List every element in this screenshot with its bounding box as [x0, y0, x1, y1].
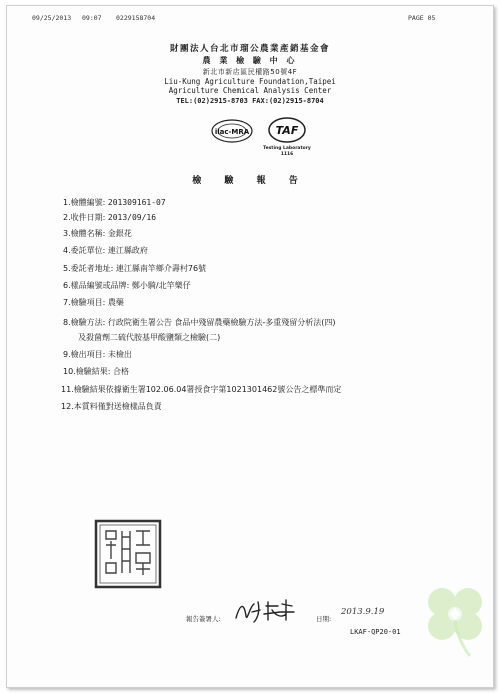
item-sample-brand — [63, 280, 191, 291]
item-label: 7.檢驗項目: — [63, 298, 106, 307]
date-label: 日期: — [316, 615, 332, 623]
fax-time: 09:07 — [82, 14, 102, 22]
item-sample-name — [63, 228, 132, 239]
item-test-method-cont — [78, 332, 220, 343]
official-seal-stamp — [94, 519, 162, 589]
taf-subtitle: Testing Laboratory — [263, 146, 311, 151]
item-label: 5.委託者地址: — [63, 264, 114, 273]
item-client — [63, 245, 148, 256]
item-label: 12.本質料僅對送檢樣品負責 — [61, 402, 162, 411]
taf-lab-number: 1116 — [280, 152, 294, 157]
signer-label: 報告簽署人: — [186, 615, 221, 623]
item-result — [63, 366, 129, 377]
item-detected — [63, 349, 132, 360]
signature-date: 2013.9.19 — [341, 607, 385, 617]
item-disclaimer — [61, 401, 162, 412]
item-label: 1.檢體編號: — [63, 198, 106, 207]
item-received-date — [63, 212, 156, 223]
item-label: 6.樣品編號或品牌: — [63, 281, 130, 290]
clover-watermark-icon — [420, 580, 490, 660]
taf-logo — [262, 116, 312, 158]
item-value: 連江縣政府 — [107, 246, 148, 255]
center-name: 農 業 檢 驗 中 心 — [202, 56, 298, 65]
tel-fax: TEL:(02)2915-8703 FAX:(02)2915-8704 — [176, 97, 324, 105]
item-label: 2.收件日期: — [63, 213, 106, 222]
item-label: 8.檢驗方法: — [63, 318, 106, 327]
handwritten-signature — [232, 596, 302, 626]
item-label: 9.檢出項目: — [63, 350, 106, 359]
item-test-method — [63, 317, 336, 328]
organization-name-en: Liu-Kung Agriculture Foundation,Taipei — [164, 77, 336, 86]
item-value: 行政院衛生署公告 食品中殘留農藥檢驗方法-多重殘留分析法(四) — [107, 318, 336, 327]
fax-page: PAGE 05 — [408, 14, 436, 22]
item-label: 11.檢驗結果依據衛生署102.06.04署授食字第1021301462號公告之標準而定 — [61, 385, 342, 394]
item-value: 未檢出 — [107, 350, 132, 359]
item-label: 3.檢體名稱: — [63, 229, 106, 238]
ilac-mra-logo — [210, 118, 254, 150]
center-name-en: Agriculture Chemical Analysis Center — [168, 86, 332, 95]
item-value: 及殺菌劑二硫代胺基甲酸鹽類之檢驗(二) — [78, 333, 221, 342]
item-value: 金銀花 — [107, 229, 132, 238]
item-test-item — [63, 297, 124, 308]
organization-address: 新北市新店區民權路50號4F — [202, 68, 298, 76]
fax-date: 09/25/2013 — [32, 14, 72, 22]
organization-name: 財團法人台北市瑠公農業產銷基金會 — [169, 44, 330, 54]
item-value: 合格 — [112, 367, 129, 376]
item-value: 鄭小騎/北竿樂仔 — [131, 281, 191, 290]
item-client-address — [63, 263, 206, 274]
ilac-logo-text: ilac-MRA — [214, 128, 250, 136]
item-value: 2013/09/16 — [107, 213, 157, 222]
item-value: 連江縣南竿鄉介壽村76號 — [115, 264, 207, 273]
form-code: LKAF-QP20-01 — [350, 628, 401, 636]
report-title: 檢 驗 報 告 — [192, 176, 308, 186]
item-value: 農藥 — [107, 298, 124, 307]
fax-number: 0229158704 — [116, 14, 156, 22]
item-basis — [61, 384, 341, 395]
item-value: 201309161-07 — [107, 198, 166, 207]
item-sample-id — [63, 197, 166, 208]
item-label: 10.檢驗結果: — [63, 367, 111, 376]
item-label: 4.委託單位: — [63, 246, 106, 255]
taf-logo-text: TAF — [275, 124, 299, 137]
